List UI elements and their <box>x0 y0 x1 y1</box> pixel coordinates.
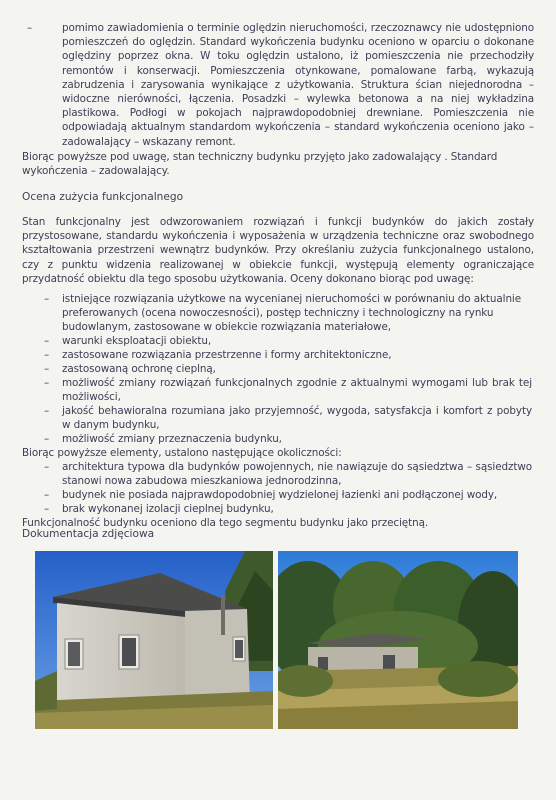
criteria-item: istniejące rozwiązania użytkowe na wycenianej nieruchomości w porównaniu do aktualnie preferowanych (ocena nowoczesności), postęp techniczny i technologiczny na rynku budowlanym, zastosowane w obiekcie rozwiązania materiałowe, <box>62 293 522 334</box>
list-bullet: – <box>27 22 33 34</box>
criteria-item: zastosowaną ochronę cieplną, <box>62 363 216 375</box>
photo-heading: Dokumentacja zdjęciowa <box>22 528 155 540</box>
list-bullet: – <box>44 335 50 347</box>
list-bullet: – <box>44 363 50 375</box>
criteria-item: warunki eksploatacji obiektu, <box>62 335 212 347</box>
list-bullet: – <box>44 377 50 389</box>
list-bullet: – <box>44 349 50 361</box>
building-photo-front <box>35 551 273 729</box>
finding-item: budynek nie posiada najprawdopodobniej wydzielonej łazienki ani podłączonej wody, <box>62 489 498 501</box>
list-bullet: – <box>44 405 50 417</box>
list-bullet: – <box>44 461 50 473</box>
criteria-item: jakość behawioralna rozumiana jako przyjemność, wygoda, satysfakcja i komfort z pobyty w danym budynku, <box>62 405 532 432</box>
functionality-conclusion: Funkcjonalność budynku oceniono dla tego segmentu budynku jako przeciętną. <box>22 517 429 529</box>
list-bullet: – <box>44 433 50 445</box>
functional-paragraph: Stan funkcjonalny jest odwzorowaniem rozwiązań i funkcji budynków do jakich zostały przystosowane, standardu wykończenia i wyposażenia w urządzenia techniczne oraz swobodnego kształtowania przestrzeni wewnątrz budynków. Przy określaniu zużycia funkcjonalnego ustalono, czy z punktu widzenia realizowanej w obiekcie funkcji, występują elementy ograniczające przydatność obiektu dla tego sposobu użytkowania. Oceny dokonano biorąc pod uwagę: <box>22 216 534 285</box>
list-bullet: – <box>44 489 50 501</box>
criteria-item: możliwość zmiany przeznaczenia budynku, <box>62 433 282 445</box>
finding-item: architektura typowa dla budynków powojennych, nie nawiązuje do sąsiedztwa – sąsiedztwo stanowi nowa zabudowa mieszkaniowa jednorodzinna, <box>62 461 532 488</box>
finding-item: brak wykonanej izolacji cieplnej budynku, <box>62 503 274 515</box>
building-photo-garden <box>278 551 518 729</box>
condition-summary: Biorąc powyższe pod uwagę, stan techniczny budynku przyjęto jako zadowalający . Standard wykończenia – zadowalający. <box>22 151 498 178</box>
list-bullet: – <box>44 503 50 515</box>
criteria-item: możliwość zmiany rozwiązań funkcjonalnych zgodnie z aktualnymi wymogami lub brak tej możliwości, <box>62 377 532 404</box>
criteria-item: zastosowane rozwiązania przestrzenne i formy architektoniczne, <box>62 349 392 361</box>
section-title: Ocena zużycia funkcjonalnego <box>22 191 184 203</box>
intro-list-item: pomimo zawiadomienia o terminie oględzin nieruchomości, rzeczoznawcy nie udostępniono pomieszczeń do oględzin. Standard wykończenia budynku oceniono w oparciu o dokonane oględziny poprzez okna. W toku oględzin ustalono, iż pomieszczenia nie przechodziły remontów i konserwacji. Pomieszczenia otynkowane, pomalowane farbą, wykazują zabrudzenia i zarysowania wynikające z użytkowania. Struktura ścian niejednorodna – widoczne nierówności, łączenia. Posadzki – wylewka betonowa a na niej wykładzina plastikowa. Podłogi w pokojach najprawdopodobniej drewniane. Pomieszczenia nie odpowiadają aktualnym standardom wykończenia – standard wykończenia oceniono jako – zadowalający – wskazany remont. <box>62 22 534 148</box>
list-bullet: – <box>44 293 50 305</box>
findings-intro: Biorąc powyższe elementy, ustalono następujące okoliczności: <box>22 447 342 459</box>
